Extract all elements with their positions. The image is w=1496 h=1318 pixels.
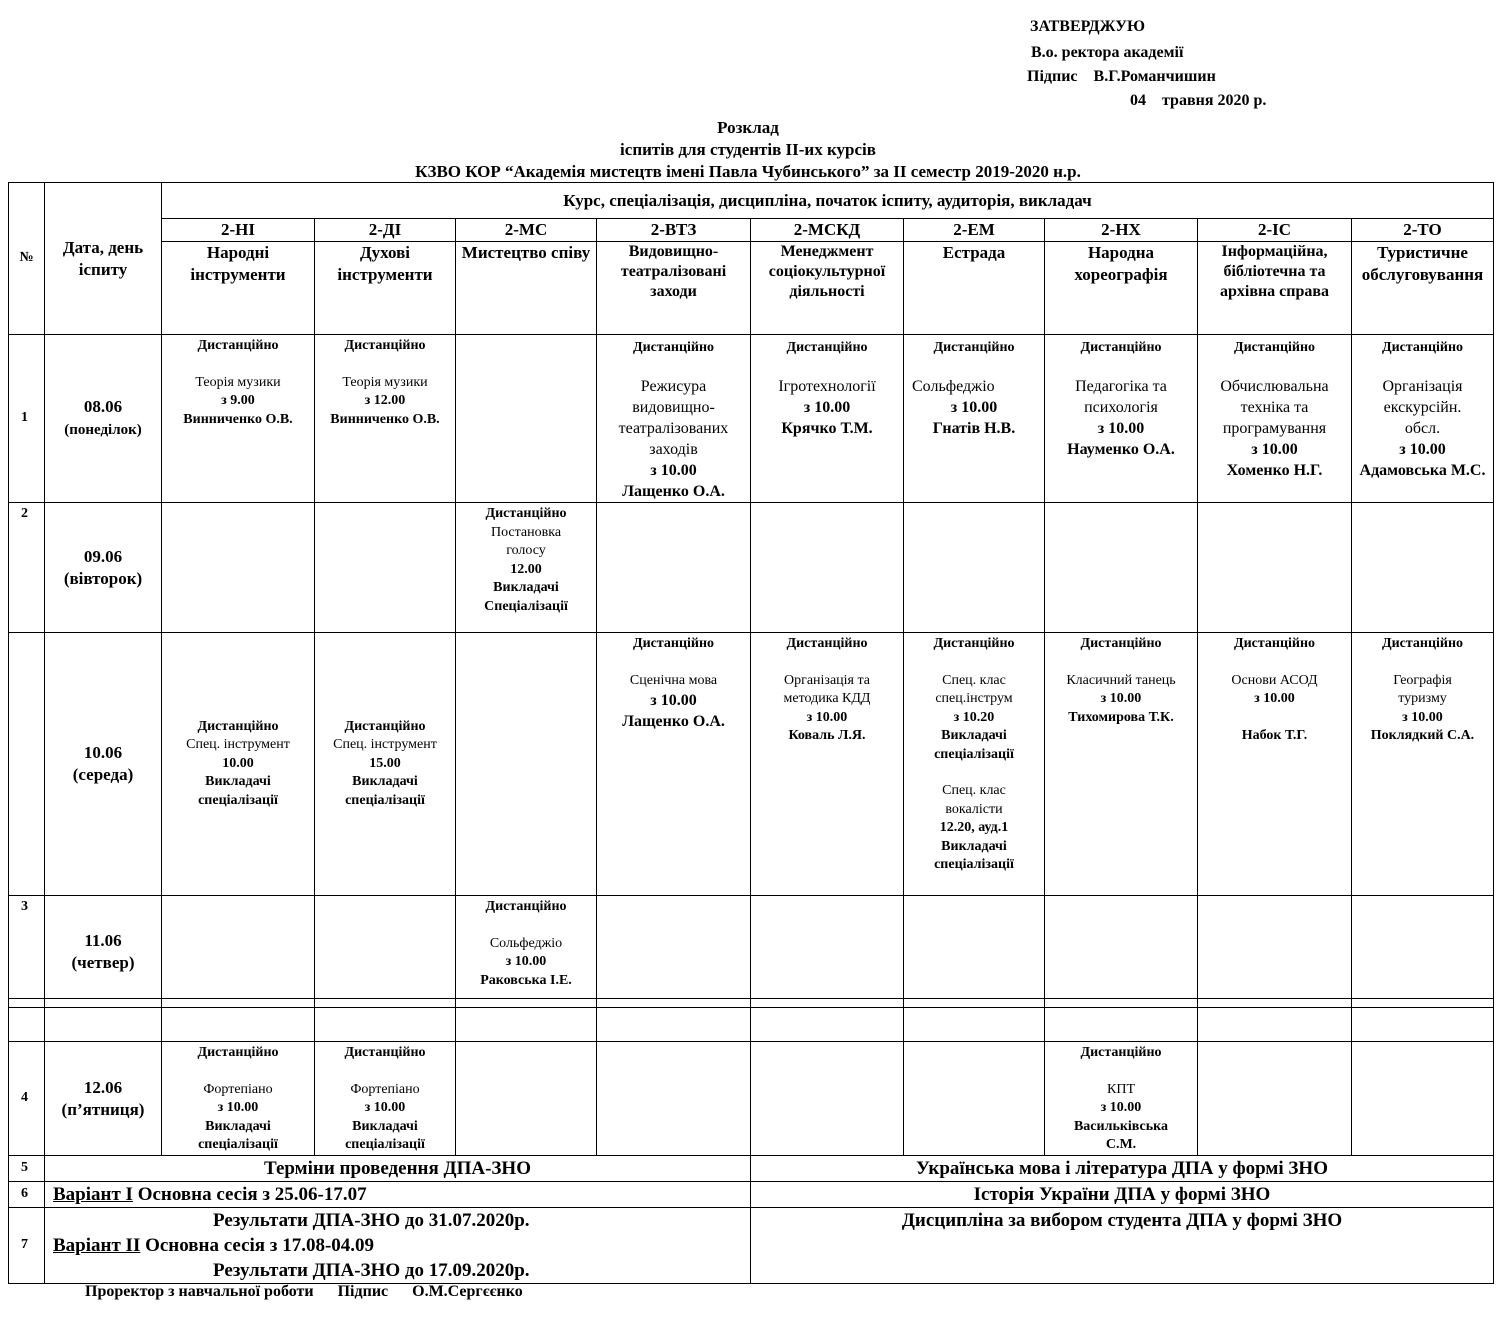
empty-cell [597, 896, 751, 1008]
group-code-is: 2-ІС [1198, 219, 1352, 242]
row-num: 7 [9, 1208, 45, 1284]
group-code-vtz: 2-ВТЗ [597, 219, 751, 242]
remote-label: Дистанційно [344, 338, 426, 353]
row-date [45, 503, 162, 633]
empty-cell [1352, 503, 1494, 633]
date-value: 12.06 [83, 1077, 123, 1097]
remote-label: Дистанційно [1381, 340, 1464, 355]
exam-subject: Сольфеджіо [912, 378, 995, 395]
variant-1-results: Результати ДПА-ЗНО до 31.07.2020р. [213, 1210, 530, 1231]
approval-line-2: В.о. ректора академії [1031, 44, 1184, 61]
exam-subject: Організація та методика КДД [783, 672, 871, 706]
exam-cell [1198, 633, 1352, 896]
group-name-to: Туристичне обслуговування [1352, 242, 1494, 335]
empty-cell [904, 503, 1045, 633]
empty-cell [1352, 1042, 1494, 1156]
exam-cell [315, 1042, 456, 1156]
empty-cell [751, 1042, 904, 1156]
exam-teachers: Викладачі [205, 774, 271, 790]
header-date: Дата, день іспиту [45, 183, 162, 335]
exam-time: з 10.20 [953, 709, 995, 725]
exam-subject: Географія туризму [1393, 672, 1452, 706]
empty-cell [597, 1042, 751, 1156]
exam-teachers: Викладачі [352, 1118, 418, 1134]
exam-specialization: спеціалізації [934, 746, 1014, 762]
exam-specialization: спеціалізації [198, 1137, 278, 1152]
date-value: 08.06 [83, 397, 123, 416]
date-value: 09.06 [83, 546, 123, 566]
exam-teacher: Поклядкий С.А. [1370, 728, 1475, 743]
exam-subject-2: Спец. клас вокалісти [942, 783, 1006, 817]
exam-cell [597, 633, 751, 896]
exam-subject: Постановка голосу [490, 524, 562, 558]
remote-label: Дистанційно [632, 636, 715, 651]
remote-label: Дистанційно [344, 1045, 426, 1060]
exam-cell [162, 1042, 315, 1156]
exam-cell [1045, 335, 1198, 503]
exam-subject: Теорія музики [195, 374, 281, 390]
group-name-ms: Мистецтво співу [456, 242, 597, 335]
remote-label: Дистанційно [786, 636, 868, 651]
remote-label: Дистанційно [197, 718, 279, 734]
exam-cell [315, 335, 456, 503]
empty-cell [456, 335, 597, 503]
exam-subject: Ігротехнології [778, 378, 876, 395]
exam-subject: Організація екскурсійн. обсл. [1382, 378, 1463, 437]
group-code-di: 2-ДІ [315, 219, 456, 242]
empty-cell [904, 999, 1045, 1042]
zno-subject-1: Українська мова і література ДПА у формі ЗНО [751, 1156, 1494, 1182]
row-date [45, 633, 162, 896]
exam-cell [456, 896, 597, 1008]
variant-2-line [53, 1233, 748, 1258]
exam-teacher: Гнатів Н.В. [932, 420, 1016, 437]
remote-label: Дистанційно [1080, 1045, 1162, 1060]
empty-cell [456, 999, 597, 1042]
empty-cell [904, 896, 1045, 1008]
empty-cell [162, 999, 315, 1042]
empty-cell [315, 896, 456, 1008]
empty-cell [1045, 503, 1198, 633]
exam-specialization: спеціалізації [345, 1137, 425, 1152]
remote-label: Дистанційно [1233, 636, 1316, 651]
exam-time: з 10.00 [1254, 691, 1295, 706]
row-num: 5 [9, 1156, 45, 1182]
row-num: 2 [9, 503, 45, 633]
exam-time: 10.00 [222, 755, 254, 771]
empty-cell [9, 999, 45, 1042]
exam-cell [1352, 633, 1494, 896]
group-name-ni: Народні інструменти [162, 242, 315, 335]
exam-time: 15.00 [369, 755, 401, 771]
exam-subject: Теорія музики [342, 374, 428, 390]
zno-terms-title: Терміни проведення ДПА-ЗНО [45, 1156, 751, 1182]
exam-teacher: Крячко Т.М. [781, 420, 873, 437]
row-num: 3 [9, 896, 45, 1008]
empty-cell [456, 1042, 597, 1156]
exam-teachers: Викладачі [493, 580, 559, 595]
date-value: 10.06 [83, 743, 123, 762]
empty-cell [751, 999, 904, 1042]
date-value: 11.06 [84, 930, 122, 950]
day-name: (п’ятниця) [61, 1099, 145, 1119]
empty-cell [1352, 896, 1494, 1008]
exam-subject: КПТ [1107, 1081, 1135, 1097]
exam-teacher: Коваль Л.Я. [788, 728, 866, 743]
exam-teacher: Лащенко О.А. [622, 483, 725, 500]
group-name-mskd: Менеджмент соціокультурної діяльності [751, 242, 904, 335]
exam-subject: Педагогіка та психологія [1075, 378, 1167, 416]
remote-label: Дистанційно [632, 340, 715, 355]
exam-time: з 10.00 [1100, 1100, 1142, 1115]
group-name-em: Естрада [904, 242, 1045, 335]
zno-subject-3: Дисципліна за вибором студента ДПА у формі ЗНО [751, 1208, 1494, 1284]
exam-specialization: Спеціалізації [484, 598, 568, 614]
empty-cell [45, 999, 162, 1042]
group-name-is: Інформаційна, бібліотечна та архівна справа [1198, 242, 1352, 335]
header-num: № [9, 183, 45, 335]
exam-time-2: 12.20, ауд.1 [939, 820, 1009, 835]
exam-time: з 10.00 [217, 1100, 259, 1115]
exam-cell [315, 633, 456, 896]
exam-subject: Сценічна мова [629, 672, 718, 688]
empty-cell [751, 503, 904, 633]
signature-line: Проректор з навчальної роботи Підпис О.М.Сергєєнко [85, 1283, 523, 1300]
exam-cell [751, 633, 904, 896]
empty-cell [597, 503, 751, 633]
exam-time: з 10.00 [650, 462, 697, 479]
approval-line-1: ЗАТВЕРДЖУЮ [1030, 18, 1146, 35]
exam-cell [456, 503, 597, 633]
exam-teacher: Лащенко О.А. [622, 713, 725, 730]
remote-label: Дистанційно [485, 899, 567, 914]
exam-time: з 10.00 [1100, 691, 1142, 706]
row-num: 6 [9, 1182, 45, 1208]
row-num [9, 633, 45, 896]
remote-label: Дистанційно [933, 636, 1015, 651]
exam-teachers-2: Викладачі [941, 838, 1007, 854]
doc-title-3: КЗВО КОР “Академія мистецтв імені Павла Чубинського” за ІІ семестр 2019-2020 н.р. [415, 162, 1081, 181]
exam-subject: Фортепіано [350, 1081, 420, 1097]
exam-cell [904, 633, 1045, 896]
day-name: (понеділок) [64, 422, 142, 438]
variant-2-label: Варіант ІІ [53, 1235, 141, 1256]
approval-line-4: 04 травня 2020 р. [1130, 92, 1267, 109]
remote-label: Дистанційно [197, 338, 279, 353]
empty-cell [315, 503, 456, 633]
exam-cell [751, 335, 904, 503]
schedule-table-continued [8, 998, 1494, 1284]
row-date [45, 1042, 162, 1156]
empty-cell [315, 999, 456, 1042]
exam-time: з 12.00 [364, 393, 406, 408]
schedule-table [8, 182, 1494, 1008]
exam-time: з 10.00 [950, 399, 998, 416]
variant-2-text: Основна сесія з 17.08-04.09 [145, 1235, 375, 1256]
exam-subject: Обчислювальна техніка та програмування [1220, 378, 1329, 437]
exam-teacher: Тихомирова Т.К. [1068, 709, 1174, 725]
exam-time: з 10.00 [806, 709, 848, 725]
empty-cell [456, 633, 597, 896]
exam-teacher: Набок Т.Г. [1241, 727, 1308, 743]
exam-subject: Спец. інструмент [333, 737, 437, 753]
empty-cell [1198, 1042, 1352, 1156]
exam-time: з 10.00 [364, 1100, 406, 1115]
header-course: Курс, спеціалізація, дисципліна, початок іспиту, аудиторія, викладач [162, 183, 1494, 219]
group-code-ms: 2-МС [456, 219, 597, 242]
day-name: (середа) [72, 765, 134, 784]
exam-subject: Режисура видовищно-театралізованих заходів [618, 378, 729, 458]
exam-time: з 9.00 [221, 393, 255, 408]
exam-cell [162, 335, 315, 503]
exam-teacher: Винниченко О.В. [183, 411, 293, 427]
exam-teachers: Викладачі [205, 1118, 271, 1134]
exam-subject: Сольфеджіо [489, 935, 563, 951]
day-name: (четвер) [71, 952, 135, 972]
exam-teacher: Хоменко Н.Г. [1226, 462, 1323, 479]
exam-subject: Основи АСОД [1231, 672, 1318, 688]
exam-specialization: спеціалізації [198, 792, 278, 808]
exam-teacher: Науменко О.А. [1067, 441, 1175, 458]
exam-cell [1045, 1042, 1198, 1156]
remote-label: Дистанційно [485, 506, 567, 521]
empty-cell [1198, 896, 1352, 1008]
row-date [45, 896, 162, 1008]
empty-cell [1045, 999, 1198, 1042]
exam-time: з 10.00 [803, 399, 851, 416]
zno-variant-details [45, 1208, 751, 1284]
exam-teacher: Раковська І.Е. [480, 972, 572, 988]
remote-label: Дистанційно [1080, 636, 1162, 651]
variant-1-text: Основна сесія з 25.06-17.07 [137, 1184, 367, 1205]
exam-cell [1198, 335, 1352, 503]
group-code-nh: 2-НХ [1045, 219, 1198, 242]
empty-cell [751, 896, 904, 1008]
row-num: 4 [9, 1042, 45, 1156]
zno-subject-2: Історія України ДПА у формі ЗНО [751, 1182, 1494, 1208]
group-code-mskd: 2-МСКД [751, 219, 904, 242]
doc-title-1: Розклад [717, 118, 779, 137]
empty-cell [1352, 999, 1494, 1042]
group-code-em: 2-ЕМ [904, 219, 1045, 242]
exam-teacher: Адамовська М.С. [1359, 462, 1486, 479]
exam-time: з 10.00 [505, 954, 547, 969]
exam-time: з 10.00 [1402, 709, 1443, 725]
exam-cell [1352, 335, 1494, 503]
empty-cell [1045, 896, 1198, 1008]
empty-cell [1198, 999, 1352, 1042]
empty-cell [904, 1042, 1045, 1156]
exam-specialization: спеціалізації [345, 792, 425, 808]
exam-time: з 10.00 [1251, 441, 1298, 458]
exam-specialization-2: спеціалізації [934, 857, 1014, 872]
group-code-to: 2-ТО [1352, 219, 1494, 242]
row-num: 1 [9, 335, 45, 503]
group-name-nh: Народна хореографія [1045, 242, 1198, 335]
exam-time: 12.00 [510, 561, 542, 577]
group-name-vtz: Видовищно-театралізовані заходи [597, 242, 751, 335]
doc-title-2: іспитів для студентів ІІ-их курсів [620, 140, 876, 159]
exam-time: з 10.00 [1399, 441, 1446, 458]
remote-label: Дистанційно [344, 718, 426, 734]
exam-cell [1045, 633, 1198, 896]
exam-teachers: Викладачі [352, 774, 418, 790]
empty-cell [162, 503, 315, 633]
zno-variant-1 [45, 1182, 751, 1208]
exam-subject: Класичний танець [1066, 672, 1176, 688]
exam-subject: Фортепіано [203, 1081, 273, 1097]
empty-cell [162, 896, 315, 1008]
exam-teachers: Викладачі [941, 728, 1007, 743]
exam-cell [904, 335, 1045, 503]
approval-line-3: Підпис В.Г.Романчишин [1027, 68, 1216, 85]
empty-cell [1198, 503, 1352, 633]
exam-cell [597, 335, 751, 503]
remote-label: Дистанційно [197, 1045, 279, 1060]
exam-cell [162, 633, 315, 896]
day-name: (вівторок) [63, 568, 143, 588]
exam-time: з 10.00 [1097, 420, 1145, 437]
group-code-ni: 2-НІ [162, 219, 315, 242]
exam-subject: Спец. інструмент [186, 737, 290, 753]
empty-cell [597, 999, 751, 1042]
variant-1-label: Варіант І [53, 1184, 133, 1205]
exam-teacher: Васильківська С.М. [1073, 1118, 1169, 1152]
exam-teacher: Винниченко О.В. [330, 411, 440, 427]
remote-label: Дистанційно [1233, 340, 1316, 355]
row-date [45, 335, 162, 503]
exam-subject: Спец. клас спец.інструм [935, 672, 1013, 706]
remote-label: Дистанційно [1381, 636, 1464, 651]
remote-label: Дистанційно [786, 340, 868, 355]
remote-label: Дистанційно [1080, 340, 1162, 355]
group-name-di: Духові інструменти [315, 242, 456, 335]
exam-time: з 10.00 [650, 692, 697, 709]
remote-label: Дистанційно [933, 340, 1015, 355]
variant-2-results: Результати ДПА-ЗНО до 17.09.2020р. [213, 1260, 530, 1281]
